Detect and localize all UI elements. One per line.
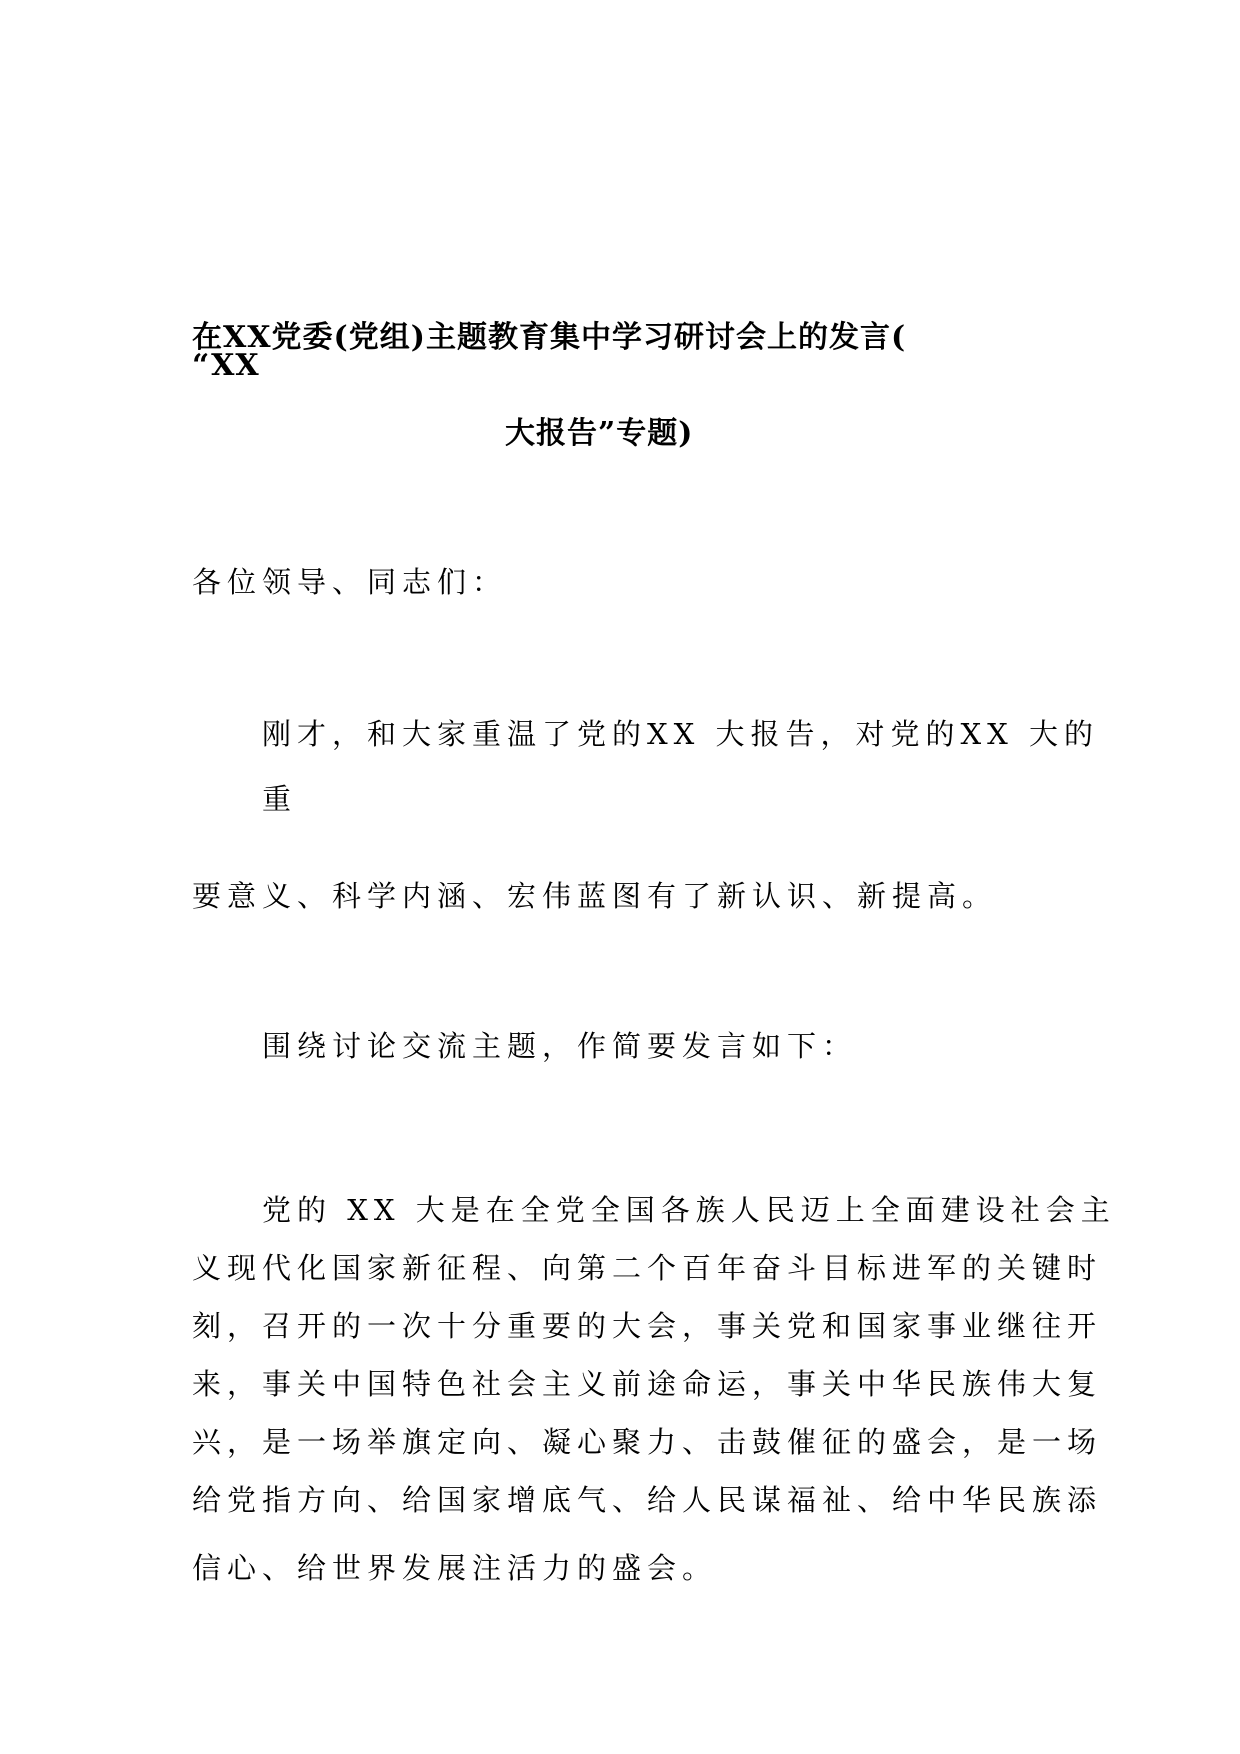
- paragraph-1-line-3: 要意义、科学内涵、宏伟蓝图有了新认识、新提高。: [192, 879, 998, 913]
- paragraph-3-line-3: 刻，召开的一次十分重要的大会，事关党和国家事业继往开: [192, 1309, 1103, 1343]
- paragraph-3-line-2: 义现代化国家新征程、向第二个百年奋斗目标进军的关键时: [192, 1251, 1103, 1285]
- paragraph-1-line-1: 刚才，和大家重温了党的XX 大报告，对党的XX 大的: [262, 717, 1100, 751]
- paragraph-3-line-7: 信心、给世界发展注活力的盛会。: [192, 1551, 718, 1585]
- paragraph-3-line-5: 兴，是一场举旗定向、凝心聚力、击鼓催征的盛会，是一场: [192, 1425, 1103, 1459]
- paragraph-3-line-6: 给党指方向、给国家增底气、给人民谋福祉、给中华民族添: [192, 1483, 1103, 1517]
- document-title-line-2: “XX: [192, 348, 260, 383]
- paragraph-3-line-1: 党的 XX 大是在全党全国各族人民迈上全面建设社会主: [262, 1193, 1116, 1227]
- paragraph-3-line-4: 来，事关中国特色社会主义前途命运，事关中华民族伟大复: [192, 1367, 1103, 1401]
- salutation: 各位领导、同志们：: [192, 565, 508, 599]
- document-title-line-3: 大报告”专题): [505, 416, 694, 451]
- document-title-line-1: 在XX党委(党组)主题教育集中学习研讨会上的发言(: [192, 320, 907, 355]
- paragraph-2: 围绕讨论交流主题，作简要发言如下：: [262, 1029, 858, 1063]
- paragraph-1-line-2: 重: [262, 782, 298, 816]
